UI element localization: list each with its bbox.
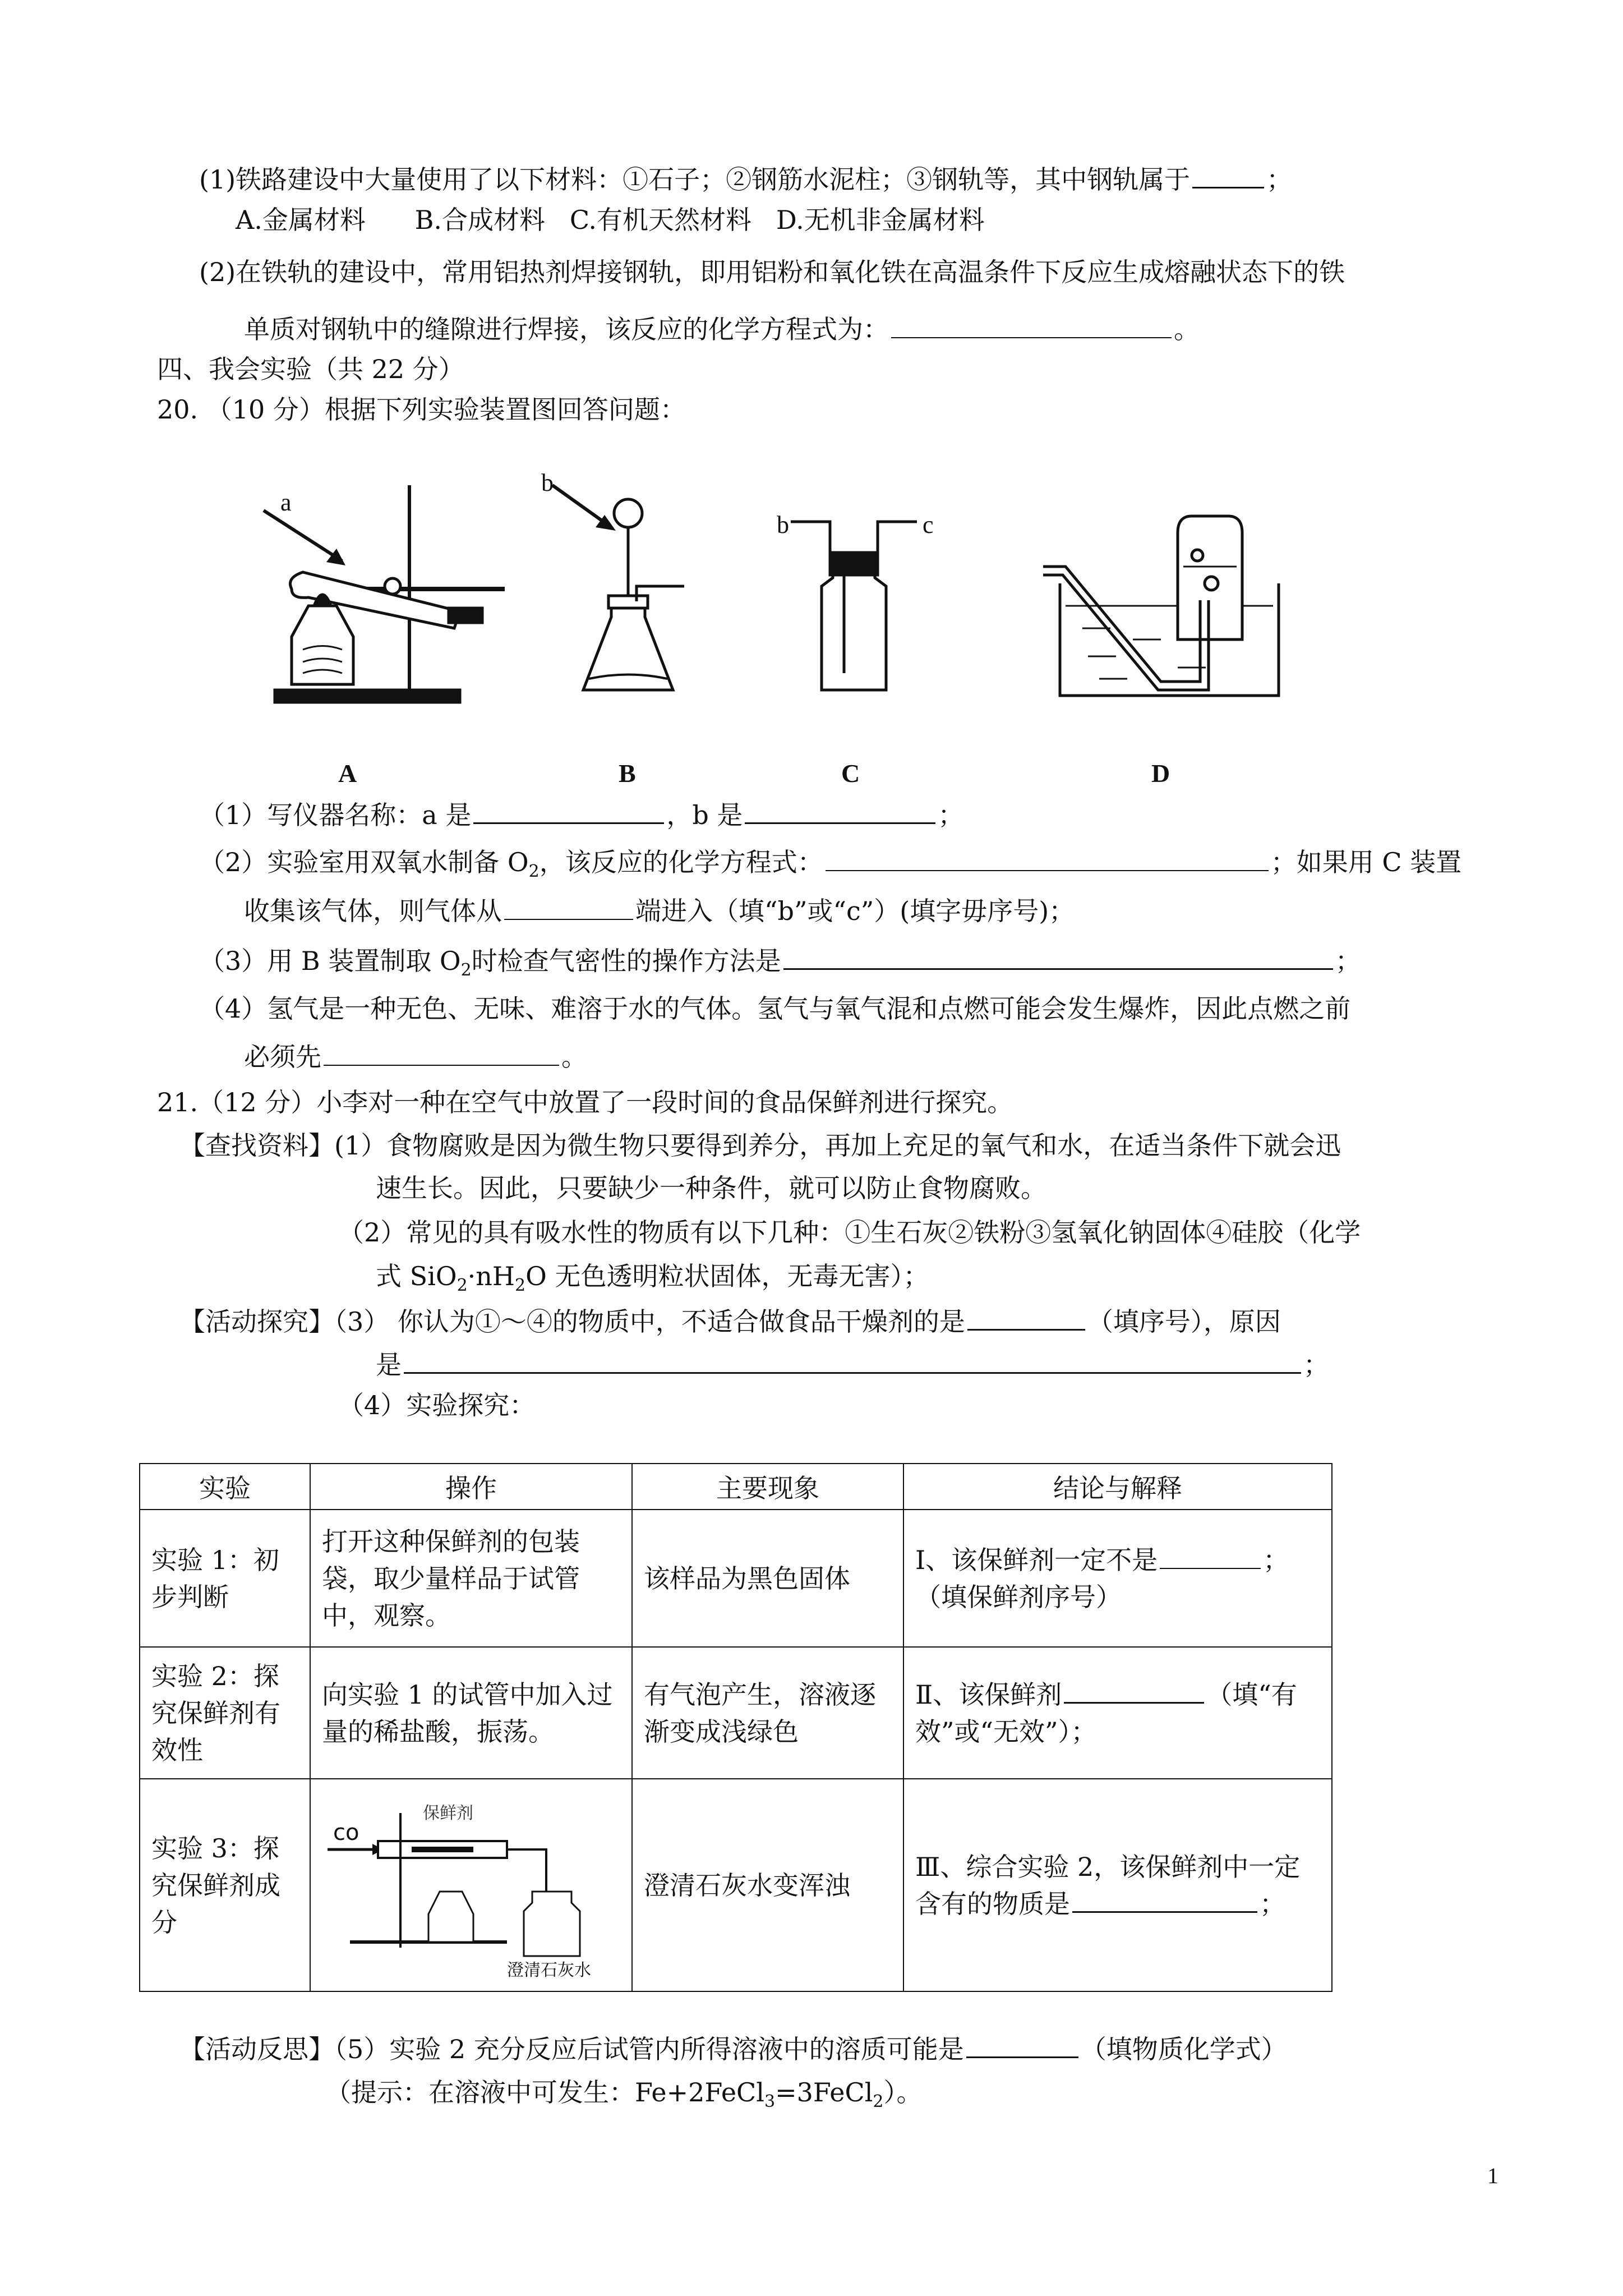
q21-reflection-tag: 【活动反思】	[179, 2034, 334, 2064]
apparatus-name-a: A	[338, 759, 357, 788]
q21-info2-text-3: O 无色透明粒状固体，无毒无害）；	[525, 1261, 929, 1291]
q21-info2-sub-1: 2	[457, 1276, 468, 1296]
q21-info1-line1	[179, 1129, 1341, 1162]
table-header: 实验	[140, 1464, 310, 1510]
apparatus-a-pointer-label: a	[280, 489, 292, 516]
apparatus-name-d: D	[1151, 759, 1170, 788]
q21-refl5-text-b: （填物质化学式）	[1080, 2034, 1287, 2064]
q20-sub2-subscript: 2	[528, 862, 540, 882]
page-number: 1	[1487, 2163, 1498, 2188]
q21-info2-text-2: ·nH	[467, 1261, 515, 1291]
q19-part2-line2	[244, 311, 1200, 346]
q21-blank-reason[interactable]	[404, 1346, 1301, 1374]
table-cell-op	[310, 1779, 632, 1991]
q19-options: A.金属材料 B.合成材料 C.有机天然材料 D.无机非金属材料	[236, 205, 985, 235]
table-row	[140, 1779, 1332, 1991]
q21-act4: （4）实验探究：	[338, 1390, 536, 1420]
q21-hint-sub-2: 2	[873, 2092, 884, 2112]
q21-blank-unsuitable[interactable]	[967, 1303, 1085, 1331]
table-cell-concl	[903, 1510, 1332, 1647]
q20-blank-airtight[interactable]	[783, 942, 1333, 970]
table-cell-op: 向实验 1 的试管中加入过量的稀盐酸，振荡。	[310, 1647, 632, 1779]
q20-sub1-end: ；	[938, 800, 964, 830]
q19-part2-line1: (2)在铁轨的建设中，常用铝热剂焊接钢轨，即用铝粉和氧化铁在高温条件下反应生成熔融状态下的铁	[199, 257, 1345, 287]
table-cell-exp: 实验 1：初步判断	[140, 1510, 310, 1647]
table-cell-phen: 澄清石灰水变浑浊	[632, 1779, 903, 1991]
experiment-table	[139, 1463, 1332, 1992]
q20-sub4-end: 。	[561, 1042, 587, 1072]
q21-act3-end: ；	[1303, 1350, 1329, 1380]
q20-sub4-line2	[244, 1039, 587, 1074]
table-cell-op: 打开这种保鲜剂的包装袋，取少量样品于试管中，观察。	[310, 1510, 632, 1647]
q19-part1	[199, 161, 1292, 196]
table-blank-3[interactable]	[1072, 1885, 1257, 1913]
table-concl-text-a: Ⅲ、综合实验 2，该保鲜剂中一定含有的物质是	[915, 1851, 1301, 1919]
table-concl-text-b: （填“有效”或“无效”）；	[915, 1679, 1297, 1747]
q20-sub3-text-b: 时检查气密性的操作方法是	[471, 946, 781, 976]
q21-info2-line2	[376, 1259, 929, 1303]
q20-blank-port[interactable]	[504, 893, 633, 920]
apparatus-figure	[224, 471, 1346, 740]
table-blank-1[interactable]	[1160, 1542, 1261, 1569]
table-concl-text-b: ；（填保鲜剂序号）	[915, 1544, 1289, 1612]
apparatus-name-c: C	[841, 759, 860, 788]
co-label: co	[333, 1820, 359, 1846]
q19-blank-2[interactable]	[891, 311, 1172, 338]
q19-part1-end: ；	[1266, 164, 1293, 195]
table-cell-exp: 实验 2：探究保鲜剂有效性	[140, 1647, 310, 1779]
q21-act3-text-b: （填序号），原因	[1087, 1306, 1281, 1337]
agent-label: 保鲜剂	[423, 1803, 473, 1823]
apparatus-b-pointer-label: b	[541, 471, 554, 496]
q21-info-tag: 【查找资料】	[179, 1130, 334, 1161]
q20-sub1-text-b: ，b 是	[666, 800, 743, 830]
q19-part1-text: (1)铁路建设中大量使用了以下材料：①石子；②钢筋水泥柱；③钢轨等，其中钢轨属于	[199, 164, 1191, 195]
q20-sub2-text-e: 端进入（填“b”或“c”）(填字毋序号)；	[635, 896, 1075, 926]
q21-info2-line1: （2）常见的具有吸水性的物质有以下几种：①生石灰②铁粉③氢氧化钠固体④硅胶（化学	[338, 1217, 1361, 1248]
q21-refl5-text-a: （5）实验 2 充分反应后试管内所得溶液中的溶质可能是	[334, 2034, 964, 2064]
q20-blank-a[interactable]	[473, 797, 664, 824]
table-header: 主要现象	[632, 1464, 903, 1510]
q20-blank-b[interactable]	[745, 797, 935, 824]
table-cell-concl	[903, 1779, 1332, 1991]
q20-sub4-text-b: 必须先	[244, 1042, 321, 1072]
apparatus-d	[1043, 516, 1279, 696]
q20-blank-equation[interactable]	[826, 844, 1269, 871]
table-cell-phen: 该样品为黑色固体	[632, 1510, 903, 1647]
q19-blank-1[interactable]	[1192, 161, 1264, 188]
q21-hint	[325, 2076, 923, 2119]
q19-part2-end: 。	[1174, 314, 1200, 344]
q21-act3-text-a: （3） 你认为①～④的物质中，不适合做食品干燥剂的是	[334, 1306, 965, 1337]
apparatus-b	[552, 485, 684, 690]
q20-sub2-text-b: ，该反应的化学方程式：	[539, 847, 823, 877]
q21-info2-sub-2: 2	[515, 1276, 526, 1296]
q21-act3-line2	[376, 1346, 1329, 1382]
q21-blank-solute[interactable]	[966, 2031, 1078, 2058]
table-cell-phen: 有气泡产生，溶液逐渐变成浅绿色	[632, 1647, 903, 1779]
table-blank-2[interactable]	[1064, 1676, 1204, 1704]
table-header: 结论与解释	[903, 1464, 1332, 1510]
q20-sub1	[199, 797, 963, 832]
table-row	[140, 1510, 1332, 1647]
q20-sub3-end: ；	[1335, 946, 1361, 976]
q19-part2-text: 单质对钢轨中的缝隙进行焊接，该反应的化学方程式为：	[244, 314, 889, 344]
q21-act3-line1	[179, 1303, 1281, 1338]
q21-info2-text-1: 式 SiO	[376, 1261, 457, 1291]
q21-act3-text-c: 是	[376, 1350, 402, 1380]
q21-activity-tag: 【活动探究】	[179, 1306, 334, 1337]
apparatus-c-port-b: b	[777, 511, 789, 539]
q20-sub1-text-a: （1）写仪器名称：a 是	[199, 800, 472, 830]
table-concl-text-b: ；	[1260, 1888, 1285, 1919]
q21-info1-text: (1）食物腐败是因为微生物只要得到养分，再加上充足的氧气和水，在适当条件下就会迅	[334, 1130, 1341, 1161]
q21-refl5	[179, 2031, 1287, 2066]
table-concl-text-a: Ⅱ、该保鲜剂	[915, 1679, 1062, 1710]
section-4-heading: 四、我会实验（共 22 分）	[157, 354, 464, 384]
apparatus-c-port-c: c	[923, 511, 934, 539]
q20-title: 20. （10 分）根据下列实验装置图回答问题：	[157, 394, 686, 425]
apparatus-name-b: B	[619, 759, 636, 788]
q20-sub2-line1	[199, 844, 1461, 889]
table-header: 操作	[310, 1464, 632, 1510]
table-cell-exp: 实验 3：探究保鲜剂成分	[140, 1779, 310, 1991]
table-cell-concl	[903, 1647, 1332, 1779]
q20-sub2-text-a: （2）实验室用双氧水制备 O	[199, 847, 529, 877]
q20-sub4-line1: （4）氢气是一种无色、无味、难溶于水的气体。氢气与氧气混和点燃可能会发生爆炸，因此点燃之前	[199, 993, 1351, 1024]
table-header-row	[140, 1464, 1332, 1510]
q21-hint-text-c: ）。	[883, 2077, 923, 2108]
q20-sub3-text-a: （3）用 B 装置制取 O	[199, 946, 461, 976]
q21-title: 21.（12 分）小李对一种在空气中放置了一段时间的食品保鲜剂进行探究。	[157, 1087, 1013, 1117]
q20-sub2-text-d: 收集该气体，则气体从	[244, 896, 502, 926]
q20-blank-hydrogen[interactable]	[324, 1039, 559, 1066]
co-reduction-apparatus	[311, 1779, 630, 1981]
table-concl-text-a: Ⅰ、该保鲜剂一定不是	[915, 1544, 1158, 1575]
apparatus-c	[791, 522, 917, 690]
q21-hint-text-b: =3FeCl	[775, 2077, 873, 2108]
q20-sub2-line2	[244, 893, 1075, 928]
q21-hint-text-a: （提示：在溶液中可发生：Fe+2FeCl	[325, 2077, 764, 2108]
table-row	[140, 1647, 1332, 1779]
q21-hint-sub-1: 3	[764, 2092, 776, 2112]
limewater-label: 澄清石灰水	[507, 1961, 591, 1980]
q20-sub2-text-c: ；如果用 C 装置	[1270, 847, 1462, 877]
q21-info1-line2: 速生长。因此，只要缺少一种条件，就可以防止食物腐败。	[376, 1173, 1046, 1203]
apparatus-a	[264, 485, 505, 702]
q20-sub3	[199, 942, 1361, 987]
q20-sub3-subscript: 2	[460, 960, 472, 981]
